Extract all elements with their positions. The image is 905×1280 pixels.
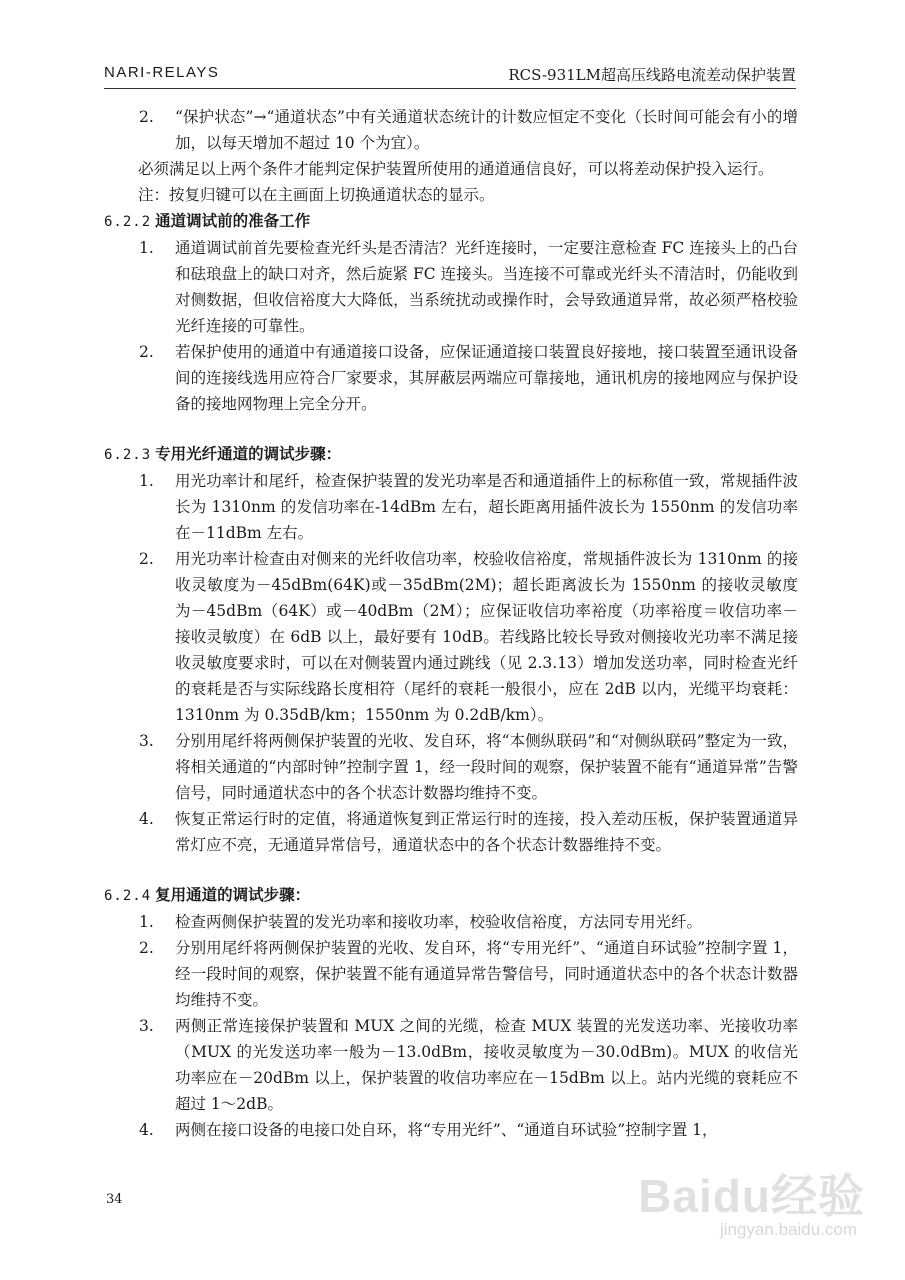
- list-item: [104, 935, 798, 1013]
- paragraph: 必须满足以上两个条件才能判定保护装置所使用的通道通信良好，可以将差动保护投入运行。: [138, 160, 774, 178]
- list-item-number: 2.: [139, 343, 154, 361]
- list-item: [104, 728, 798, 806]
- list-item-number: 2.: [139, 939, 154, 957]
- list-item-text: 两侧正常连接保护装置和 MUX 之间的光缆，检查 MUX 装置的光发送功率、光接收功率（MUX 的光发送功率一般为－13.0dBm，接收灵敏度为－30.0dBm)。MUX 的收信光功率应在－20dBm 以上，保护装置的收信功率应在－15dBm 以上。站内光缆的衰耗应不超过 1～2dB。: [175, 1017, 798, 1113]
- watermark-logo: Baidu经验: [638, 1170, 865, 1222]
- spacer: [104, 858, 798, 882]
- page-number: 34: [106, 1192, 123, 1207]
- list-item-number: 1.: [139, 472, 154, 490]
- list-item-text: 两侧在接口设备的电接口处自环，将“专用光纤”、“通道自环试验”控制字置 1，: [175, 1121, 718, 1139]
- section-title: 通道调试前的准备工作: [155, 211, 311, 230]
- watermark-url: jingyan.baidu.com: [719, 1220, 857, 1239]
- page-header: [104, 62, 796, 86]
- list-item: [104, 104, 798, 156]
- list-item-text: 恢复正常运行时的定值，将通道恢复到正常运行时的连接，投入差动压板，保护装置通道异常灯应不亮，无通道异常信号，通道状态中的各个状态计数器维持不变。: [175, 810, 798, 854]
- list-item-text: 若保护使用的通道中有通道接口设备，应保证通道接口装置良好接地，接口装置至通讯设备间的连接线选用应符合厂家要求，其屏蔽层两端应可靠接地，通讯机房的接地网应与保护设备的接地网物理上完全分开。: [175, 343, 798, 413]
- section-title: 复用通道的调试步骤：: [155, 885, 311, 904]
- section-number: 6.2.3: [104, 447, 152, 463]
- list-item-number: 1.: [139, 239, 154, 257]
- list-item-number: 4.: [139, 810, 154, 828]
- section-heading-6-2-3: [104, 441, 798, 468]
- header-product-title: RCS-931LM超高压线路电流差动保护装置: [508, 66, 796, 84]
- list-item: [104, 909, 798, 935]
- list-item-number: 3.: [139, 732, 154, 750]
- section-heading-6-2-4: [104, 882, 798, 909]
- list-item-number: 2.: [139, 550, 154, 568]
- list-item-text: 通道调试前首先要检查光纤头是否清洁？光纤连接时，一定要注意检查 FC 连接头上的凸台和砝琅盘上的缺口对齐，然后旋紧 FC 连接头。当连接不可靠或光纤头不清洁时，仍能收到对侧数据，但收信裕度大大降低，当系统扰动或操作时，会导致通道异常，故必须严格校验光纤连接的可靠性。: [175, 239, 798, 335]
- list-item: [104, 235, 798, 339]
- list-item-text: 用光功率计和尾纤，检查保护装置的发光功率是否和通道插件上的标称值一致，常规插件波长为 1310nm 的发信功率在-14dBm 左右，超长距离用插件波长为 1550nm 的发信功率在－11dBm 左右。: [175, 472, 798, 542]
- list-item-number: 1.: [139, 913, 154, 931]
- list-item-text: 分别用尾纤将两侧保护装置的光收、发自环，将“专用光纤”、“通道自环试验”控制字置 1，经一段时间的观察，保护装置不能有通道异常告警信号，同时通道状态中的各个状态计数器均维持不变。: [175, 939, 798, 1009]
- page-content: [104, 104, 798, 1143]
- spacer: [104, 417, 798, 441]
- list-item-number: 2.: [139, 108, 154, 126]
- list-item-number: 4.: [139, 1121, 154, 1139]
- baidu-watermark: [635, 1160, 865, 1260]
- list-item: [104, 1013, 798, 1117]
- list-item-text: 用光功率计检查由对侧来的光纤收信功率，校验收信裕度，常规插件波长为 1310nm 的接收灵敏度为－45dBm(64K)或－35dBm(2M)；超长距离波长为 1550nm 的接收灵敏度为－45dBm（64K）或－40dBm（2M）；应保证收信功率裕度（功率裕度＝收信功率－接收灵敏度）在 6dB 以上，最好要有 10dB。若线路比较长导致对侧接收光功率不满足接收灵敏度要求时，可以在对侧装置内通过跳线（见 2.3.13）增加发送功率，同时检查光纤的衰耗是否与实际线路长度相符（尾纤的衰耗一般很小，应在 2dB 以内，光缆平均衰耗：1310nm 为 0.35dB/km；1550nm 为 0.2dB/km）。: [175, 550, 798, 724]
- header-company: NARI-RELAYS: [104, 64, 220, 81]
- header-rule: [104, 88, 796, 89]
- list-item-text: “保护状态”→“通道状态”中有关通道状态统计的计数应恒定不变化（长时间可能会有小的增加，以每天增加不超过 10 个为宜）。: [175, 108, 798, 152]
- list-item: [104, 339, 798, 417]
- list-item: [104, 546, 798, 728]
- section-number: 6.2.4: [104, 888, 152, 904]
- list-item-text: 分别用尾纤将两侧保护装置的光收、发自环，将“本侧纵联码”和“对侧纵联码”整定为一致，将相关通道的“内部时钟”控制字置 1，经一段时间的观察，保护装置不能有“通道异常”告警信号，同时通道状态中的各个状态计数器均维持不变。: [175, 732, 798, 802]
- list-item: [104, 1117, 798, 1143]
- list-item-number: 3.: [139, 1017, 154, 1035]
- list-item-text: 检查两侧保护装置的发光功率和接收功率，校验收信裕度，方法同专用光纤。: [175, 913, 703, 931]
- list-item: [104, 468, 798, 546]
- section-title: 专用光纤通道的调试步骤：: [155, 444, 342, 463]
- note: 注：按复归键可以在主画面上切换通道状态的显示。: [138, 186, 495, 204]
- section-heading-6-2-2: [104, 208, 798, 235]
- list-item: [104, 806, 798, 858]
- section-number: 6.2.2: [104, 214, 152, 230]
